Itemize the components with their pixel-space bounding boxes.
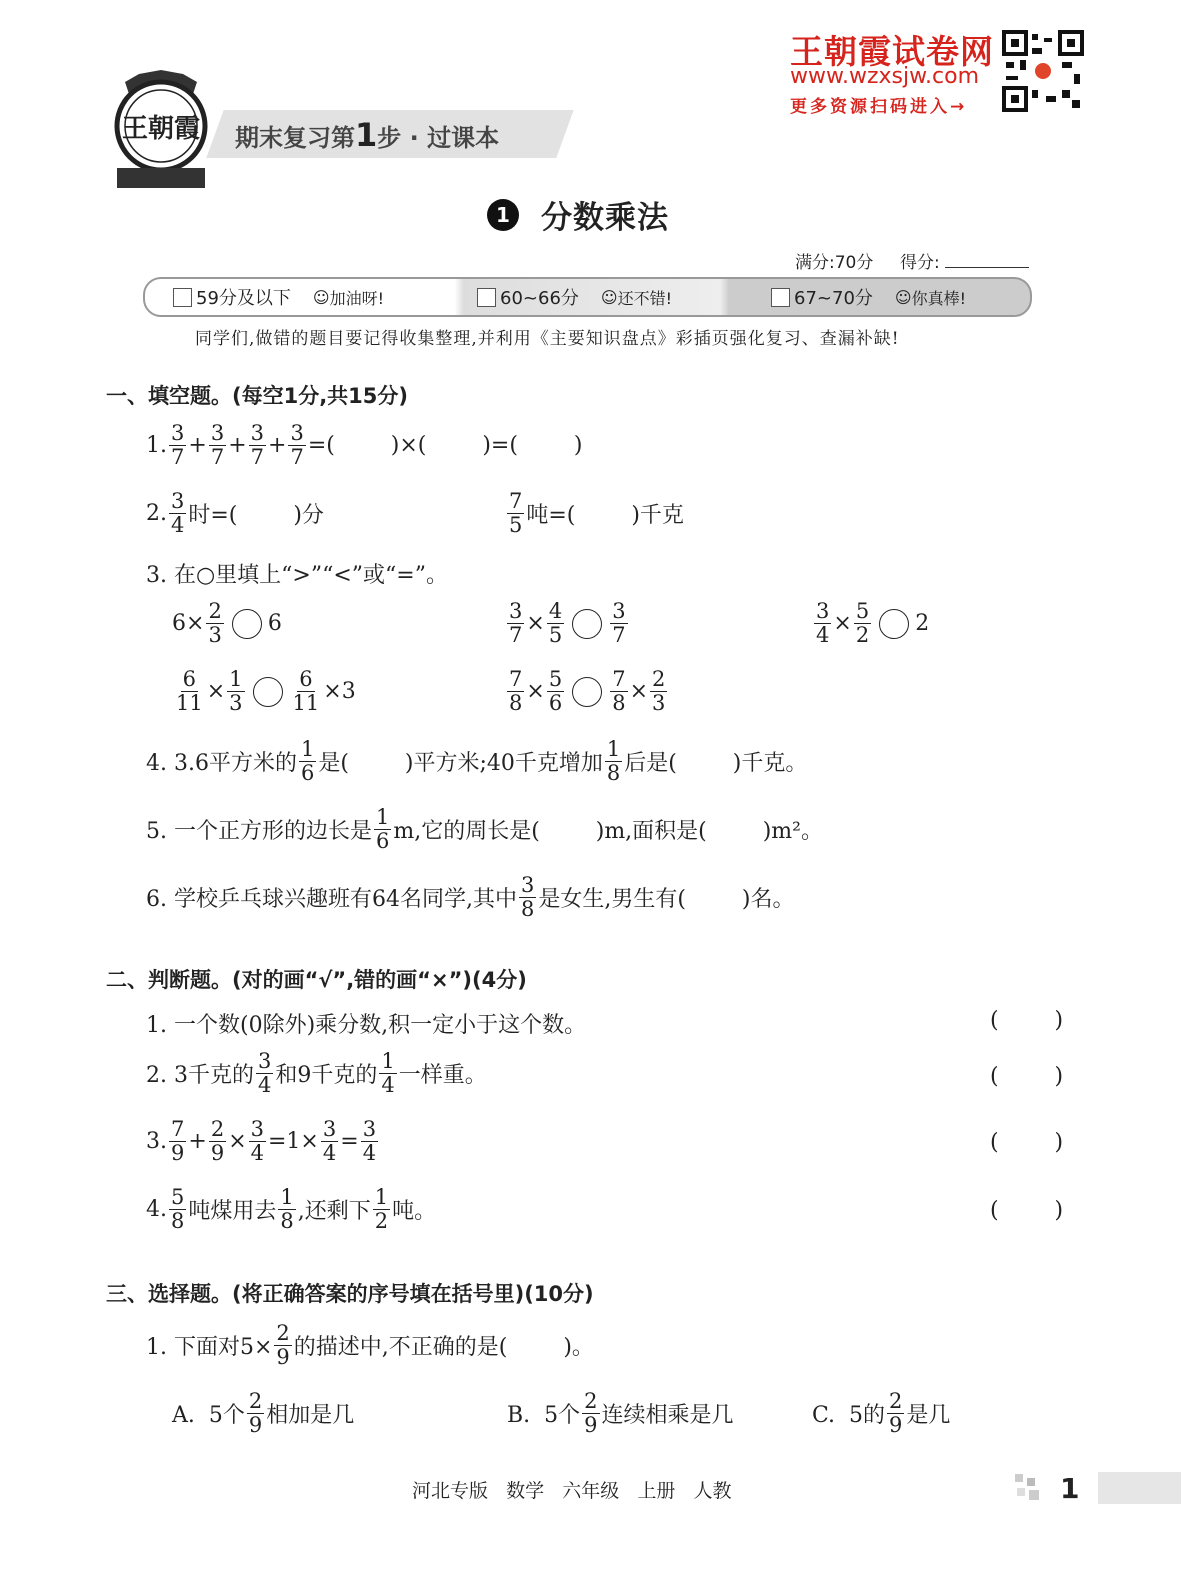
fraction-numerator: 5 bbox=[855, 599, 870, 623]
answer-paren[interactable]: ( ) bbox=[990, 1008, 1064, 1033]
fraction-numerator: 7 bbox=[612, 667, 626, 691]
text-segment: ×3 bbox=[323, 679, 356, 704]
fraction bbox=[227, 668, 244, 715]
fraction bbox=[256, 1050, 273, 1097]
fraction bbox=[249, 1118, 266, 1165]
fraction-denominator: 8 bbox=[520, 897, 535, 921]
smiley-icon: ☺ bbox=[312, 287, 330, 307]
fraction bbox=[249, 422, 266, 469]
fraction bbox=[605, 738, 622, 785]
s1-question-2b bbox=[505, 490, 684, 537]
fraction-numerator: 1 bbox=[300, 737, 315, 761]
s2-question-2 bbox=[146, 1050, 487, 1097]
fraction-numerator: 6 bbox=[182, 667, 197, 691]
fraction-denominator: 7 bbox=[171, 445, 185, 469]
fraction-denominator: 4 bbox=[322, 1141, 337, 1165]
fraction bbox=[291, 668, 322, 715]
fraction bbox=[247, 1390, 264, 1437]
section3-title: 三、选择题。(将正确答案的序号填在括号里)(10分) bbox=[106, 1282, 594, 1306]
s2-question-3: 3. $\frac{7}{9}$ + $\frac{2}{9}$ × $\frac{3}{4}$ =1× $\frac{3}{4}$ = $\frac{3}{4}$ bbox=[146, 1117, 377, 1165]
fraction-numerator: 3 bbox=[322, 1117, 337, 1141]
text-segment: 还不错! bbox=[617, 288, 672, 308]
fraction-denominator: 9 bbox=[248, 1413, 263, 1437]
fraction-numerator: 3 bbox=[816, 599, 830, 623]
level-1 bbox=[173, 284, 384, 310]
page-title bbox=[487, 192, 669, 237]
fraction bbox=[814, 600, 831, 647]
fraction-numerator: 1 bbox=[374, 1185, 389, 1209]
fraction-denominator: 5 bbox=[548, 623, 563, 647]
fraction-denominator: 2 bbox=[374, 1209, 389, 1233]
fraction-numerator: 1 bbox=[606, 737, 621, 761]
fraction-numerator: 2 bbox=[248, 1389, 263, 1413]
fraction-numerator: 2 bbox=[210, 1117, 225, 1141]
text-segment: 加油呀! bbox=[329, 288, 385, 308]
footer-text: 河北专版 数学 六年级 上册 人教 bbox=[412, 1480, 732, 1502]
fraction bbox=[206, 600, 223, 647]
fraction-denominator: 3 bbox=[652, 691, 666, 715]
s1-question-6 bbox=[146, 874, 794, 921]
fraction bbox=[374, 806, 391, 853]
fraction-numerator: 3 bbox=[290, 421, 304, 445]
text-segment: 1. bbox=[146, 433, 167, 458]
text-segment: C. 5的 bbox=[812, 1403, 886, 1428]
fraction bbox=[650, 668, 667, 715]
fraction-numerator: 1 bbox=[375, 805, 390, 829]
s1-question-1: 1. $\frac{3}{7}$ + $\frac{3}{7}$ + $\frac{3}{7}$ + $\frac{3}{7}$ =( )×( )=( ) bbox=[146, 421, 583, 469]
site-url[interactable]: www.wzxsjw.com bbox=[790, 64, 980, 89]
compare-circle[interactable] bbox=[879, 609, 909, 639]
fraction bbox=[854, 600, 871, 647]
fraction bbox=[169, 1118, 186, 1165]
fraction bbox=[547, 600, 564, 647]
fraction bbox=[169, 422, 186, 469]
fraction bbox=[379, 1050, 396, 1097]
fraction-numerator: 7 bbox=[509, 489, 523, 513]
fraction-numerator: 7 bbox=[171, 1117, 185, 1141]
s2-question-4 bbox=[146, 1186, 436, 1233]
fraction bbox=[547, 668, 564, 715]
fraction-denominator: 8 bbox=[606, 761, 621, 785]
fraction-numerator: 5 bbox=[548, 667, 563, 691]
fraction bbox=[610, 600, 627, 647]
fraction bbox=[278, 1186, 295, 1233]
option-b[interactable] bbox=[507, 1390, 734, 1437]
fraction-denominator: 6 bbox=[375, 829, 390, 853]
fraction-denominator: 7 bbox=[509, 623, 523, 647]
s1-question-2a bbox=[146, 490, 324, 537]
score-field[interactable] bbox=[945, 267, 1029, 268]
text-segment: 连续相乘是几 bbox=[601, 1403, 734, 1428]
s1-question-3: 3. 在○里填上“>”“<”或“=”。 bbox=[146, 563, 448, 588]
text-segment: 6 bbox=[267, 611, 282, 636]
text-segment: A. 5个 bbox=[172, 1403, 245, 1428]
fraction-denominator: 7 bbox=[612, 623, 626, 647]
text-segment[interactable]: 是女生,男生有( )名。 bbox=[538, 887, 795, 912]
fraction-numerator: 3 bbox=[520, 873, 535, 897]
answer-paren[interactable]: ( ) bbox=[990, 1130, 1064, 1155]
fraction-denominator: 7 bbox=[250, 445, 264, 469]
text-segment[interactable]: 吨=( )千克 bbox=[526, 503, 684, 528]
text-segment: 2. 3千克的 bbox=[146, 1063, 254, 1088]
fraction-numerator: 3 bbox=[171, 489, 185, 513]
fraction-numerator: 2 bbox=[584, 1389, 598, 1413]
text-segment[interactable]: 后是( )千克。 bbox=[624, 751, 808, 776]
fraction-numerator: 2 bbox=[889, 1389, 903, 1413]
option-a[interactable] bbox=[172, 1390, 354, 1437]
fraction-numerator: 3 bbox=[210, 421, 225, 445]
site-cta: 更多资源扫码进入→ bbox=[790, 97, 968, 117]
option-c[interactable] bbox=[812, 1390, 950, 1437]
fraction-numerator: 1 bbox=[280, 1185, 294, 1209]
fraction-denominator: 3 bbox=[208, 623, 222, 647]
logo-text: 王朝霞 bbox=[121, 114, 200, 144]
text-segment[interactable]: =( )×( )=( ) bbox=[307, 433, 583, 458]
section1-title: 一、填空题。(每空1分,共15分) bbox=[106, 384, 409, 408]
smiley-icon: ☺ bbox=[894, 287, 912, 307]
fraction bbox=[507, 490, 524, 537]
text-segment: 67~70分 bbox=[794, 288, 873, 309]
answer-paren[interactable]: ( ) bbox=[990, 1064, 1064, 1089]
text-segment[interactable]: 是( )平方米;40千克增加 bbox=[318, 751, 603, 776]
fraction-denominator: 4 bbox=[362, 1141, 377, 1165]
text-segment[interactable]: 的描述中,不正确的是( )。 bbox=[293, 1335, 594, 1360]
compare-circle[interactable] bbox=[572, 609, 602, 639]
fraction-numerator: 3 bbox=[362, 1117, 377, 1141]
text-segment: 59分及以下 bbox=[196, 288, 291, 309]
text-segment: 4. bbox=[146, 1197, 167, 1222]
fraction-denominator: 9 bbox=[584, 1413, 598, 1437]
fraction-denominator: 9 bbox=[171, 1141, 185, 1165]
compare-circle[interactable] bbox=[232, 609, 262, 639]
text-segment: 吨。 bbox=[392, 1199, 437, 1224]
title-number-badge: 1 bbox=[487, 199, 519, 231]
publisher-logo bbox=[105, 68, 217, 192]
fraction-denominator: 8 bbox=[171, 1209, 185, 1233]
page-corner-decoration bbox=[1015, 1474, 1043, 1502]
fraction-numerator: 3 bbox=[612, 599, 626, 623]
fraction-numerator: 3 bbox=[171, 421, 185, 445]
level-3 bbox=[771, 284, 966, 310]
fraction-denominator: 3 bbox=[229, 691, 243, 715]
compare-item-2: $\frac{3}{7}$ × $\frac{4}{5}$ $\frac{3}{7}$ bbox=[509, 599, 626, 647]
compare-item-5: $\frac{7}{8}$ × $\frac{5}{6}$ $\frac{7}{8}$ × $\frac{2}{3}$ bbox=[509, 667, 666, 715]
fraction bbox=[361, 1118, 378, 1165]
fraction-numerator: 2 bbox=[652, 667, 666, 691]
title-text: 分数乘法 bbox=[541, 200, 669, 236]
level-checkbox[interactable] bbox=[771, 288, 790, 307]
text-segment: 期末复习第 bbox=[235, 124, 355, 152]
full-score: 满分:70分 bbox=[795, 253, 874, 273]
text-segment: ,还剩下 bbox=[297, 1199, 371, 1224]
fraction-numerator: 3 bbox=[250, 421, 264, 445]
text-segment: 和9千克的 bbox=[275, 1063, 378, 1088]
level-checkbox[interactable] bbox=[173, 288, 192, 307]
fraction-numerator: 1 bbox=[229, 667, 243, 691]
text-segment: =1× bbox=[268, 1129, 319, 1154]
s1-question-4 bbox=[146, 738, 807, 785]
fraction-denominator: 8 bbox=[280, 1209, 294, 1233]
fraction bbox=[209, 1118, 226, 1165]
answer-paren[interactable]: ( ) bbox=[990, 1198, 1064, 1223]
fraction-numerator: 3 bbox=[257, 1049, 272, 1073]
text-segment: 一样重。 bbox=[398, 1063, 487, 1088]
stage-banner-text bbox=[235, 116, 499, 154]
fraction-denominator: 9 bbox=[276, 1345, 290, 1369]
text-segment: 是几 bbox=[906, 1403, 951, 1428]
qr-code-icon[interactable] bbox=[1002, 30, 1084, 112]
fraction-numerator: 7 bbox=[509, 667, 523, 691]
text-segment: 吨煤用去 bbox=[188, 1199, 277, 1224]
text-segment: B. 5个 bbox=[507, 1403, 581, 1428]
text-segment: 4. 3.6平方米的 bbox=[146, 751, 297, 776]
fraction-denominator: 9 bbox=[889, 1413, 903, 1437]
compare-item-1 bbox=[172, 600, 282, 647]
fraction bbox=[321, 1118, 338, 1165]
fraction bbox=[169, 1186, 186, 1233]
fraction bbox=[299, 738, 316, 785]
text-segment: 6. 学校乒乓球兴趣班有64名同学,其中 bbox=[146, 887, 517, 912]
reminder-text: 同学们,做错的题目要记得收集整理,并利用《主要知识盘点》彩插页强化复习、查漏补缺! bbox=[195, 329, 900, 349]
fraction bbox=[507, 600, 524, 647]
fraction-numerator: 1 bbox=[381, 1049, 395, 1073]
level-checkbox[interactable] bbox=[477, 288, 496, 307]
compare-circle[interactable] bbox=[572, 677, 602, 707]
fraction-denominator: 8 bbox=[509, 691, 523, 715]
text-segment: 你真棒! bbox=[911, 288, 966, 308]
text-segment: 1 bbox=[355, 116, 378, 154]
text-segment: 6× bbox=[172, 611, 205, 636]
fraction-denominator: 7 bbox=[290, 445, 304, 469]
fraction-numerator: 3 bbox=[250, 1117, 264, 1141]
fraction bbox=[507, 668, 524, 715]
text-segment: 1. 下面对5× bbox=[146, 1335, 273, 1360]
fraction-denominator: 4 bbox=[816, 623, 830, 647]
text-segment: 60~66分 bbox=[500, 288, 579, 309]
fraction-numerator: 3 bbox=[509, 599, 523, 623]
fraction-denominator: 7 bbox=[210, 445, 225, 469]
page-number-tab bbox=[1098, 1472, 1181, 1504]
fraction bbox=[288, 422, 305, 469]
fraction-denominator: 6 bbox=[300, 761, 315, 785]
fraction-denominator: 4 bbox=[381, 1073, 395, 1097]
fraction-denominator: 4 bbox=[250, 1141, 264, 1165]
text-segment[interactable]: 时=( )分 bbox=[188, 503, 324, 528]
text-segment: 2 bbox=[915, 611, 930, 636]
fraction-denominator: 2 bbox=[855, 623, 870, 647]
fraction bbox=[610, 668, 627, 715]
text-segment: 5. 一个正方形的边长是 bbox=[146, 819, 372, 844]
text-segment: 3. bbox=[146, 1129, 167, 1154]
s3-question-1 bbox=[146, 1322, 594, 1369]
fraction-numerator: 2 bbox=[208, 599, 222, 623]
fraction-numerator: 6 bbox=[299, 667, 313, 691]
smiley-icon: ☺ bbox=[600, 287, 618, 307]
compare-item-4: $\frac{6}{11}$ × $\frac{1}{3}$ $\frac{6}{11}$ ×3 bbox=[176, 667, 356, 715]
fraction bbox=[582, 1390, 599, 1437]
fraction bbox=[174, 668, 205, 715]
text-segment[interactable]: m,它的周长是( )m,面积是( )m²。 bbox=[393, 819, 823, 844]
page-number: 1 bbox=[1060, 1472, 1080, 1505]
fraction bbox=[519, 874, 536, 921]
fraction-denominator: 5 bbox=[509, 513, 523, 537]
s2-question-1: 1. 一个数(0除外)乘分数,积一定小于这个数。 bbox=[146, 1013, 587, 1038]
fraction bbox=[209, 422, 226, 469]
fraction-denominator: 4 bbox=[171, 513, 185, 537]
compare-circle[interactable] bbox=[253, 677, 283, 707]
fraction-denominator: 9 bbox=[210, 1141, 225, 1165]
fraction bbox=[373, 1186, 390, 1233]
fraction-denominator: 6 bbox=[548, 691, 563, 715]
s1-question-5 bbox=[146, 806, 823, 853]
fraction-numerator: 5 bbox=[171, 1185, 185, 1209]
fraction-denominator: 8 bbox=[612, 691, 626, 715]
fraction-denominator: 4 bbox=[257, 1073, 272, 1097]
fraction bbox=[274, 1322, 291, 1369]
fraction-denominator: 11 bbox=[292, 691, 320, 715]
compare-item-3: $\frac{3}{4}$ × $\frac{5}{2}$ 2 bbox=[816, 599, 930, 647]
text-segment: 相加是几 bbox=[266, 1403, 355, 1428]
text-segment: 步 · 过课本 bbox=[377, 124, 500, 152]
fraction-numerator: 2 bbox=[276, 1321, 290, 1345]
fraction bbox=[887, 1390, 904, 1437]
score-label: 得分: bbox=[900, 253, 940, 273]
fraction bbox=[169, 490, 186, 537]
fraction-denominator: 11 bbox=[176, 691, 203, 715]
level-2 bbox=[477, 284, 672, 310]
text-segment: 2. bbox=[146, 501, 167, 526]
site-name: 王朝霞试卷网 bbox=[790, 32, 994, 71]
section2-title: 二、判断题。(对的画“√”,错的画“×”)(4分) bbox=[106, 968, 527, 992]
fraction-numerator: 4 bbox=[548, 599, 563, 623]
